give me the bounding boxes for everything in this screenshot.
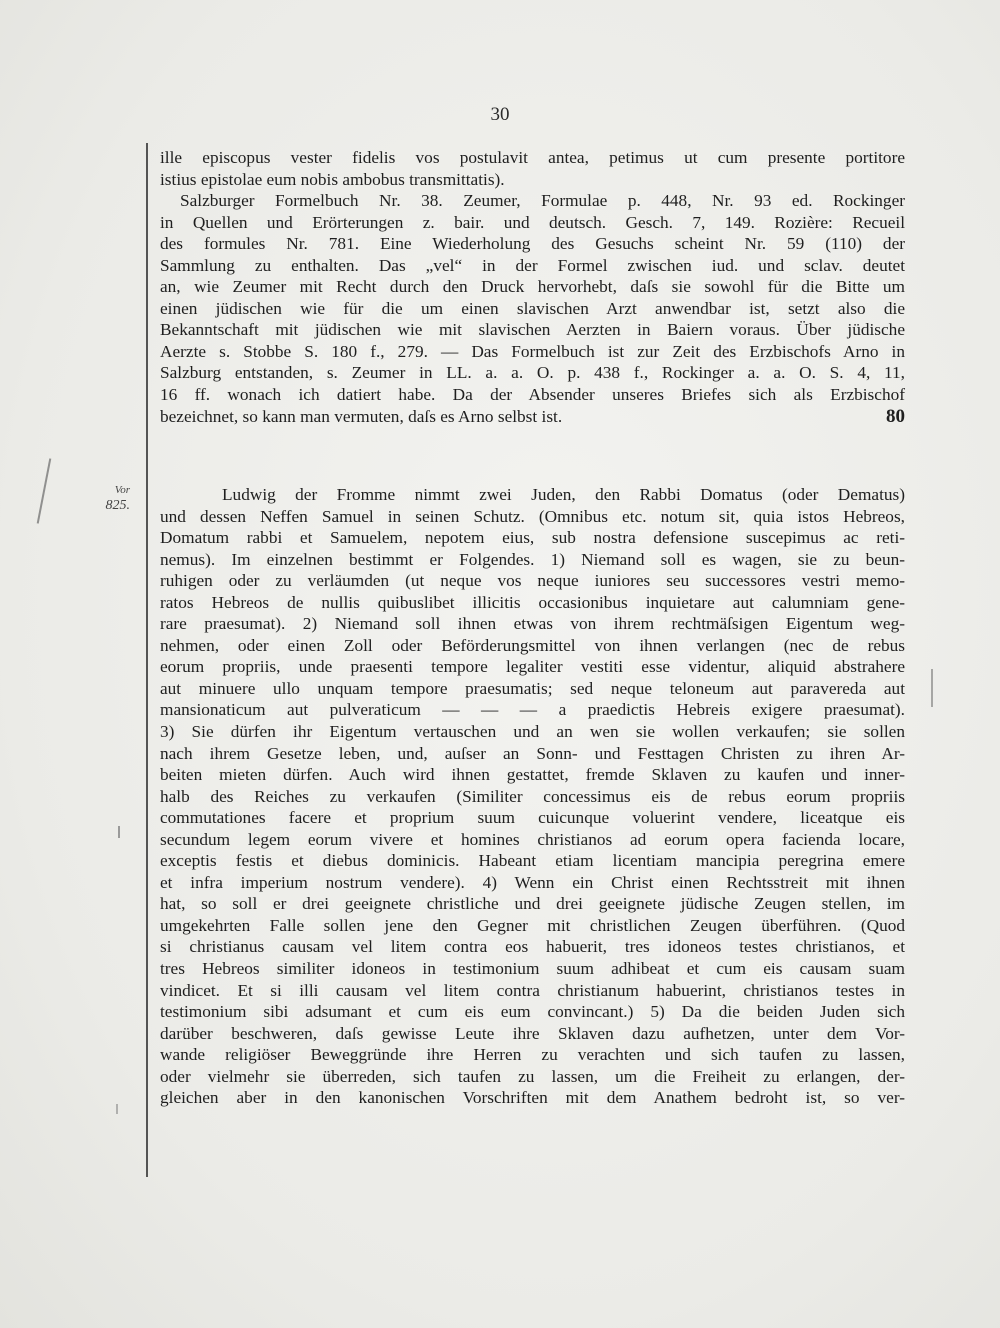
text-line: ruhigen oder zu verläumden (ut neque vos neque iuniores seu successores vestri memo- — [160, 571, 905, 591]
text-line: secundum legem eorum vivere et homines christianos ad eorum opera facienda locare, — [160, 829, 905, 849]
margin-note-label: Vor — [114, 484, 130, 496]
margin-tick-mark — [116, 1104, 118, 1114]
margin-rule — [146, 143, 148, 1177]
text-line: des formules Nr. 781. Eine Wiederholung des Gesuchs scheint Nr. 59 (110) der — [160, 234, 905, 254]
text-line: Salzburger Formelbuch Nr. 38. Zeumer, Formulae p. 448, Nr. 93 ed. Rockinger — [180, 191, 905, 211]
text-line: Salzburg entstanden, s. Zeumer in LL. a. a. O. p. 438 f., Rockinger a. a. O. S. 4, 11, — [160, 363, 905, 383]
text-line: ille episcopus vester fidelis vos postulavit antea, petimus ut cum presente portitore — [160, 148, 905, 167]
text-line: 16 ff. wonach ich datiert habe. Da der Absender unseres Briefes sich als Erzbischof — [160, 385, 905, 405]
text-line: testimonium sibi adsumant et cum eis eum convincant.) 5) Da die beiden Juden sich — [160, 1002, 905, 1022]
margin-pencil-mark-right — [931, 669, 933, 707]
text-line: umgekehrten Falle sollen jene den Gegner mit christlichen Zeugen überführen. (Quod — [160, 915, 905, 935]
text-line: ratos Hebreos de nullis quibuslibet illicitis occasionibus inquietare aut calumniam gene- — [160, 592, 905, 612]
margin-note-year: 825. — [105, 498, 130, 513]
text-line: nemus). Im einzelnen bestimmt er Folgendes. 1) Niemand soll es wagen, sie zu beun- — [160, 549, 905, 569]
text-line: si christianus causam vel litem contra eos habuerit, tres idoneos testes christianos, et — [160, 937, 905, 957]
text-line: gleichen aber in den kanonischen Vorschriften mit dem Anathem bedroht ist, so ver- — [160, 1088, 905, 1108]
text-line: tres Hebreos similiter idoneos in testimonium suum adhibeat et cum eis causam suam — [160, 959, 905, 979]
margin-pencil-mark — [37, 458, 52, 523]
text-line: mansionaticum aut pulveraticum — — — a praedictis Hebreis exigere praesumat). — [160, 700, 905, 720]
text-line: Domatum rabbi et Samuelem, nepotem eius, sub nostra defensione suscepimus ac reti- — [160, 528, 905, 548]
text-line: einen jüdischen wie für die um einen slavischen Arzt anwendbar ist, setzt also die — [160, 298, 905, 318]
text-line: istius epistolae eum nobis ambobus transmittatis). — [160, 169, 505, 189]
text-line: beiten mieten dürfen. Auch wird ihnen gestattet, fremde Sklaven zu kaufen und inner- — [160, 765, 905, 785]
text-line: oder vielmehr sie überreden, sich taufen zu lassen, um die Freiheit zu erlangen, der- — [160, 1066, 905, 1086]
text-line: aut minuere ullo unquam tempore praesumatis; sed neque teloneum aut paravereda aut — [160, 678, 905, 698]
margin-note-date — [90, 484, 130, 514]
text-line: bezeichnet, so kann man vermuten, daſs es Arno selbst ist. — [160, 406, 563, 426]
text-line: rare praesumat). 2) Niemand soll ihnen etwas von ihrem rechtmäſsigen Eigentum weg- — [160, 614, 905, 634]
text-line: hat, so soll er drei geeignete christliche und drei geeignete jüdische Zeugen stellen, im — [160, 894, 905, 914]
margin-tick-mark — [118, 826, 120, 838]
document-number: 80 — [886, 405, 905, 427]
paragraph-block-commentary — [160, 147, 905, 427]
text-line: nach ihrem Gesetze leben, und, auſser an Sonn- und Festtagen Christen zu ihren Ar- — [160, 743, 905, 763]
page-number: 30 — [490, 104, 510, 125]
text-line: vindicet. Et si illi causam vel litem contra christianum habuerint, christianos testes in — [160, 980, 905, 1000]
text-line: nehmen, oder einen Zoll oder Beförderungsmittel von ihnen verlangen (nec de rebus — [160, 635, 905, 655]
text-line: commutationes facere et proprium suum cuicunque voluerint vendere, liceatque eis — [160, 808, 905, 828]
text-line: eorum propriis, unde praesenti tempore legaliter vestiti esse videntur, aliquid abstrahere — [160, 657, 905, 677]
text-line: Bekanntschaft mit jüdischen wie mit slavischen Aerzten in Baiern voraus. Über jüdische — [160, 320, 905, 340]
text-line: in Quellen und Erörterungen z. bair. und deutsch. Gesch. 7, 149. Rozière: Recueil — [160, 212, 905, 232]
text-line: darüber beschweren, daſs gewisse Leute ihre Sklaven dazu aufhetzen, unter dem Vor- — [160, 1023, 905, 1043]
text-line-final — [160, 406, 905, 428]
text-line: 3) Sie dürfen ihr Eigentum vertauschen und an wen sie wollen verkaufen; sie sollen — [160, 722, 905, 742]
text-line: wande religiöser Beweggründe ihre Herren zu verachten und sich taufen zu lassen, — [160, 1045, 905, 1065]
text-line: et infra imperium nostrum vendere). 4) Wenn ein Christ einen Rechtsstreit mit ihnen — [160, 872, 905, 892]
text-line: an, wie Zeumer mit Recht durch den Druck hervorhebt, daſs sie sowohl für die Bitte um — [160, 277, 905, 297]
text-line: exceptis festis et diebus dominicis. Habeant etiam licentiam mancipia peregrina emere — [160, 851, 905, 871]
text-line: halb des Reiches zu verkaufen (Similiter concessimus eis de rebus eorum propriis — [160, 786, 905, 806]
text-line: Ludwig der Fromme nimmt zwei Juden, den Rabbi Domatus (oder Dematus) — [222, 485, 905, 504]
text-line: Aerzte s. Stobbe S. 180 f., 279. — Das Formelbuch ist zur Zeit des Erzbischofs Arno in — [160, 341, 905, 361]
text-line: Sammlung zu enthalten. Das „vel“ in der Formel zwischen iud. und sclav. deutet — [160, 255, 905, 275]
paragraph-block-main — [160, 484, 905, 1109]
text-line: und dessen Neffen Samuel in seinen Schutz. (Omnibus etc. notum sit, quia istos Hebreos, — [160, 506, 905, 526]
